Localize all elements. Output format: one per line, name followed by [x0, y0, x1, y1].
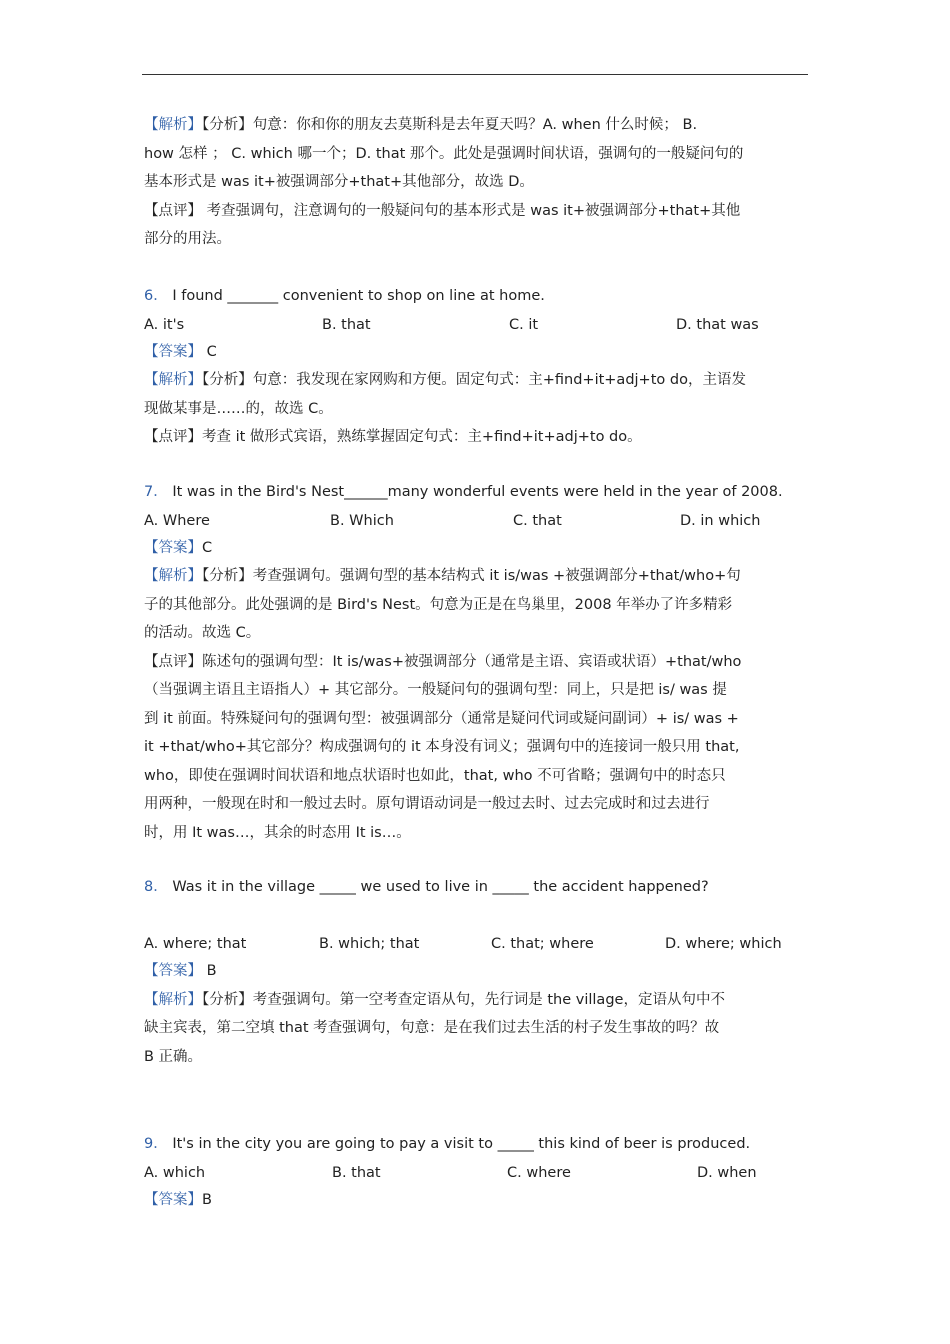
question-8-body [144, 930, 808, 1071]
question-number: 6． [144, 288, 168, 304]
option-a: A. which [144, 1164, 206, 1181]
comment-line: 【点评】考查 it 做形式宾语，熟练掌握固定句式：主+find+it+adj+to do。 [144, 429, 642, 445]
analysis-line: 现做某事是……的，故选 C。 [144, 400, 333, 417]
option-b: B. that [322, 316, 371, 333]
analysis-line: 【解析】【分析】考查强调句。第一空考查定语从句，先行词是 the village，定语从句中不 [144, 991, 725, 1008]
comment-line: 时，用 It was…，其余的时态用 It is…。 [144, 824, 411, 841]
option-b: B. that [332, 1164, 381, 1181]
option-d: D. where; which [665, 936, 782, 952]
option-c: C. that [513, 512, 562, 529]
option-a: A. where; that [144, 936, 247, 952]
analysis-line: how 怎样 ； C. which 哪一个；D. that 那个。此处是强调时间状语，强调句的一般疑问句的 [144, 145, 744, 162]
comment-line: 用两种，一般现在时和一般过去时。原句谓语动词是一般过去时、过去完成时和过去进行 [144, 796, 710, 812]
answer-value: B [206, 963, 217, 979]
analysis-line: 【解析】【分析】句意：你和你的朋友去莫斯科是去年夏天吗？A. when 什么时候； B. [144, 117, 698, 133]
question-6 [144, 282, 808, 452]
answer-value: C [202, 539, 213, 556]
question-8 [144, 873, 808, 902]
comment-line: （当强调主语且主语指人）+ 其它部分。一般疑问句的强调句型：同上，只是把 is/ was 提 [144, 682, 727, 698]
question-stem: 9． It's in the city you are going to pay a visit to _____ this kind of beer is produced. [144, 1136, 751, 1152]
option-c: C. that; where [491, 936, 594, 952]
comment-line: 【点评】 考查强调句，注意调句的一般疑问句的基本形式是 was it+被强调部分+that+其他 [144, 202, 741, 219]
analysis-line: 【解析】【分析】考查强调句。强调句型的基本结构式 it is/was +被强调部分+that/who+句 [144, 568, 741, 584]
options-row [144, 507, 808, 534]
option-d: D. when [697, 1164, 757, 1181]
option-c: C. it [509, 316, 539, 333]
analysis-line: 的活动。故选 C。 [144, 625, 261, 641]
options-row [144, 1159, 808, 1186]
analysis-line: 子的其他部分。此处强调的是 Bird's Nest。句意为正是在鸟巢里，2008 年举办了许多精彩 [144, 596, 733, 613]
analysis-line: 基本形式是 was it+被强调部分+that+其他部分，故选 D。 [144, 174, 534, 190]
analysis-line: 【解析】【分析】句意：我发现在家网购和方便。固定句式：主+find+it+adj+to do，主语发 [144, 372, 746, 388]
analysis-line: 缺主宾表，第二空填 that 考查强调句，句意：是在我们过去生活的村子发生事故的吗？故 [144, 1020, 720, 1036]
question-stem: 7． It was in the Bird's Nest______many wonderful events were held in the year of 2008. [144, 484, 783, 500]
comment-line: 【点评】陈述句的强调句型：It is/was+被强调部分（通常是主语、宾语或状语）+that/who [144, 653, 742, 670]
comment-line: 部分的用法。 [144, 231, 231, 247]
option-b: B. Which [330, 512, 394, 529]
answer-line: 【答案】C [144, 539, 213, 556]
option-a: A. it's [144, 316, 185, 333]
options-row [144, 930, 808, 957]
option-a: A. Where [144, 512, 210, 529]
answer-line: 【答案】 C [144, 343, 217, 360]
options-row [144, 311, 808, 338]
question-9 [144, 1130, 808, 1214]
answer-value: B [202, 1191, 212, 1208]
comment-line: who，即使在强调时间状语和地点状语时也如此，that, who 不可省略；强调句中的时态只 [144, 767, 726, 784]
comment-line: 到 it 前面。特殊疑问句的强调句型：被强调部分（通常是疑问代词或疑问副词）+ is/ was + [144, 710, 739, 727]
question-stem: 8． Was it in the village _____ we used to live in _____ the accident happened? [144, 879, 709, 895]
answer-line: 【答案】 B [144, 963, 217, 979]
question-number: 9． [144, 1136, 168, 1152]
option-c: C. where [507, 1164, 571, 1181]
question-number: 8． [144, 879, 168, 895]
answer-value: C [206, 343, 217, 360]
question-7 [144, 478, 808, 847]
option-d: D. in which [680, 512, 761, 529]
option-b: B. which; that [319, 936, 420, 952]
comment-line: it +that/who+其它部分？构成强调句的 it 本身没有词义；强调句中的连接词一般只用 that, [144, 739, 740, 755]
answer-line: 【答案】B [144, 1191, 212, 1208]
question-number: 7． [144, 484, 168, 500]
analysis-line: B 正确。 [144, 1048, 203, 1065]
header-rule [142, 74, 808, 75]
option-d: D. that was [676, 316, 759, 333]
question-stem: 6． I found _______ convenient to shop on line at home. [144, 288, 545, 304]
q5-explanation [144, 111, 808, 254]
